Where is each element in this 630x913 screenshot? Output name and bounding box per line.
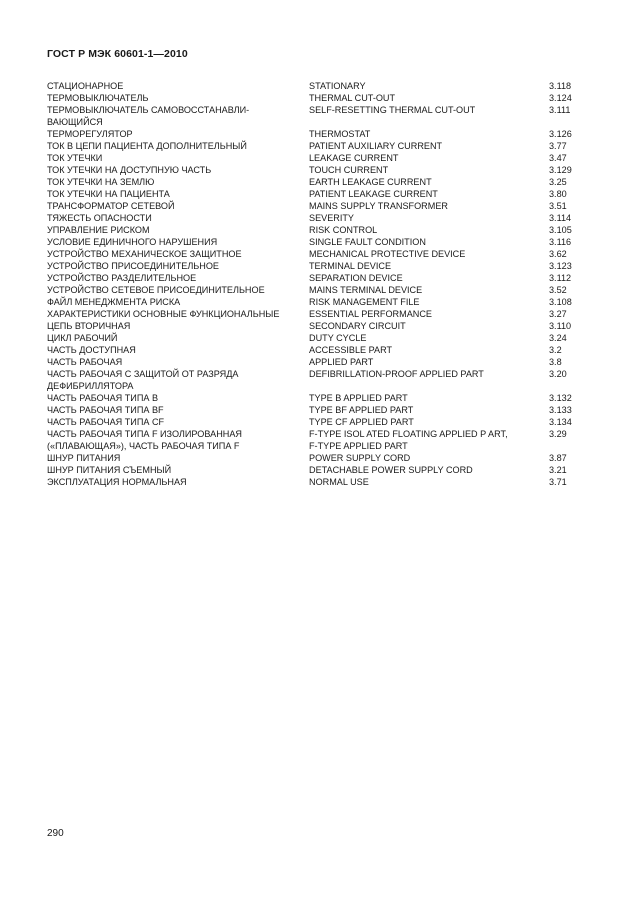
term-russian <box>47 296 309 308</box>
term-english-line: THERMAL CUT-OUT <box>309 93 396 103</box>
term-reference: 3.62 <box>549 249 567 259</box>
term-row <box>47 464 607 476</box>
term-english <box>309 464 549 476</box>
term-row <box>47 416 607 428</box>
term-english <box>309 416 549 428</box>
term-russian-line: ТЕРМОВЫКЛЮЧАТЕЛЬ САМОВОССТАНАВЛИ- <box>47 105 250 115</box>
term-reference: 3.24 <box>549 333 567 343</box>
term-english-line: SEPARATION DEVICE <box>309 273 403 283</box>
term-reference: 3.124 <box>549 93 572 103</box>
term-english-line: PATIENT AUXILIARY CURRENT <box>309 141 443 151</box>
term-reference: 3.2 <box>549 345 562 355</box>
term-russian <box>47 200 309 212</box>
term-reference: 3.8 <box>549 357 562 367</box>
term-row <box>47 428 607 452</box>
term-reference: 3.129 <box>549 165 572 175</box>
term-russian-line: ЧАСТЬ РАБОЧАЯ С ЗАЩИТОЙ ОТ РАЗРЯДА <box>47 369 239 379</box>
term-english <box>309 212 549 224</box>
term-english-line: THERMOSTAT <box>309 129 371 139</box>
term-russian-line: ВАЮЩИЙСЯ <box>47 117 103 127</box>
term-english <box>309 104 549 116</box>
term-russian-line: УСТРОЙСТВО ПРИСОЕДИНИТЕЛЬНОЕ <box>47 261 219 271</box>
term-reference: 3.77 <box>549 141 567 151</box>
term-reference: 3.47 <box>549 153 567 163</box>
term-english <box>309 332 549 344</box>
term-row <box>47 80 607 92</box>
term-russian-line: УСТРОЙСТВО МЕХАНИЧЕСКОЕ ЗАЩИТНОЕ <box>47 249 242 259</box>
term-russian-line: УСТРОЙСТВО РАЗДЕЛИТЕЛЬНОЕ <box>47 273 197 283</box>
term-russian-line: СТАЦИОНАРНОЕ <box>47 81 124 91</box>
term-row <box>47 368 607 392</box>
term-russian <box>47 152 309 164</box>
term-row <box>47 332 607 344</box>
term-russian-line: ЧАСТЬ ДОСТУПНАЯ <box>47 345 136 355</box>
term-russian <box>47 368 309 392</box>
term-english-line: MECHANICAL PROTECTIVE DEVICE <box>309 249 466 259</box>
term-reference: 3.20 <box>549 369 567 379</box>
term-reference: 3.112 <box>549 273 572 283</box>
term-russian-line: ЧАСТЬ РАБОЧАЯ ТИПА CF <box>47 417 165 427</box>
term-row <box>47 224 607 236</box>
term-reference: 3.114 <box>549 213 572 223</box>
term-reference: 3.25 <box>549 177 567 187</box>
term-english-line: F-TYPE ISOL ATED FLOATING APPLIED P ART, <box>309 429 508 439</box>
term-russian-line: ЧАСТЬ РАБОЧАЯ <box>47 357 123 367</box>
term-russian <box>47 344 309 356</box>
term-russian-line: ТОК В ЦЕПИ ПАЦИЕНТА ДОПОЛНИТЕЛЬНЫЙ <box>47 141 247 151</box>
term-reference: 3.133 <box>549 405 572 415</box>
term-english-line: ESSENTIAL PERFORMANCE <box>309 309 432 319</box>
term-russian <box>47 452 309 464</box>
term-russian-line: ТЕРМОРЕГУЛЯТОР <box>47 129 133 139</box>
term-russian <box>47 332 309 344</box>
term-english-line: TERMINAL DEVICE <box>309 261 392 271</box>
term-english <box>309 236 549 248</box>
term-english-line: RISK MANAGEMENT FILE <box>309 297 420 307</box>
term-russian-line: ЭКСПЛУАТАЦИЯ НОРМАЛЬНАЯ <box>47 477 187 487</box>
term-russian-line: ТОК УТЕЧКИ НА ЗЕМЛЮ <box>47 177 155 187</box>
term-row <box>47 344 607 356</box>
term-english-line: ACCESSIBLE PART <box>309 345 393 355</box>
term-russian-line: ЧАСТЬ РАБОЧАЯ ТИПА B <box>47 393 159 403</box>
term-row <box>47 320 607 332</box>
term-russian <box>47 92 309 104</box>
term-russian-line: ЦИКЛ РАБОЧИЙ <box>47 333 118 343</box>
term-russian-line: ЦЕПЬ ВТОРИЧНАЯ <box>47 321 131 331</box>
term-row <box>47 128 607 140</box>
term-english <box>309 176 549 188</box>
term-reference: 3.111 <box>549 105 571 115</box>
term-russian-line: ШНУР ПИТАНИЯ СЪЕМНЫЙ <box>47 465 172 475</box>
term-russian <box>47 320 309 332</box>
term-russian-line: ТРАНСФОРМАТОР СЕТЕВОЙ <box>47 201 175 211</box>
term-row <box>47 284 607 296</box>
term-row <box>47 164 607 176</box>
term-row <box>47 248 607 260</box>
term-reference: 3.27 <box>549 309 567 319</box>
term-russian-line: ТОК УТЕЧКИ НА ДОСТУПНУЮ ЧАСТЬ <box>47 165 212 175</box>
term-reference: 3.118 <box>549 81 572 91</box>
term-russian-line: ФАЙЛ МЕНЕДЖМЕНТА РИСКА <box>47 297 181 307</box>
term-english-line: TYPE BF APPLIED PART <box>309 405 414 415</box>
term-english <box>309 476 549 488</box>
term-russian-line: ЧАСТЬ РАБОЧАЯ ТИПА F ИЗОЛИРОВАННАЯ <box>47 429 242 439</box>
term-russian <box>47 164 309 176</box>
term-english-line: SECONDARY CIRCUIT <box>309 321 406 331</box>
term-english-line: SINGLE FAULT CONDITION <box>309 237 426 247</box>
term-english-line: LEAKAGE CURRENT <box>309 153 399 163</box>
term-russian-line: ТЕРМОВЫКЛЮЧАТЕЛЬ <box>47 93 149 103</box>
term-english-line: NORMAL USE <box>309 477 369 487</box>
term-english <box>309 272 549 284</box>
term-english-line: SELF-RESETTING THERMAL CUT-OUT <box>309 105 476 115</box>
term-russian <box>47 428 309 452</box>
term-english <box>309 248 549 260</box>
term-english <box>309 308 549 320</box>
term-russian <box>47 356 309 368</box>
term-russian <box>47 392 309 404</box>
term-english-line: DUTY CYCLE <box>309 333 367 343</box>
document-header: ГОСТ Р МЭК 60601-1—2010 <box>47 48 188 60</box>
term-row <box>47 104 607 128</box>
term-russian-line: ШНУР ПИТАНИЯ <box>47 453 121 463</box>
term-row <box>47 260 607 272</box>
term-english <box>309 188 549 200</box>
term-english <box>309 296 549 308</box>
term-russian <box>47 464 309 476</box>
term-english-line: APPLIED PART <box>309 357 374 367</box>
term-russian <box>47 128 309 140</box>
term-russian-line: УСТРОЙСТВО СЕТЕВОЕ ПРИСОЕДИНИТЕЛЬНОЕ <box>47 285 265 295</box>
term-russian <box>47 188 309 200</box>
term-english-line: MAINS TERMINAL DEVICE <box>309 285 423 295</box>
term-reference: 3.87 <box>549 453 567 463</box>
term-russian-line: ТОК УТЕЧКИ НА ПАЦИЕНТА <box>47 189 170 199</box>
term-english <box>309 200 549 212</box>
term-reference: 3.132 <box>549 393 572 403</box>
term-english-line: POWER SUPPLY CORD <box>309 453 411 463</box>
term-russian-line: УСЛОВИЕ ЕДИНИЧНОГО НАРУШЕНИЯ <box>47 237 218 247</box>
term-english <box>309 320 549 332</box>
term-row <box>47 308 607 320</box>
term-english <box>309 392 549 404</box>
term-english-line: TOUCH CURRENT <box>309 165 389 175</box>
term-reference: 3.52 <box>549 285 567 295</box>
term-english <box>309 140 549 152</box>
term-row <box>47 188 607 200</box>
term-english-line: F-TYPE APPLIED PART <box>309 441 408 451</box>
term-russian <box>47 308 309 320</box>
term-russian <box>47 260 309 272</box>
term-reference: 3.105 <box>549 225 572 235</box>
term-russian <box>47 80 309 92</box>
term-row <box>47 272 607 284</box>
term-row <box>47 452 607 464</box>
term-russian-line: УПРАВЛЕНИЕ РИСКОМ <box>47 225 150 235</box>
term-english <box>309 284 549 296</box>
term-english <box>309 356 549 368</box>
term-russian <box>47 176 309 188</box>
term-reference: 3.21 <box>549 465 567 475</box>
term-russian-line: ЧАСТЬ РАБОЧАЯ ТИПА BF <box>47 405 164 415</box>
term-english-line: RISK CONTROL <box>309 225 378 235</box>
term-row <box>47 212 607 224</box>
page-number: 290 <box>47 828 64 839</box>
term-english <box>309 164 549 176</box>
term-row <box>47 176 607 188</box>
term-russian-line: ДЕФИБРИЛЛЯТОРА <box>47 381 134 391</box>
term-english-line: TYPE CF APPLIED PART <box>309 417 414 427</box>
term-english <box>309 80 549 92</box>
term-russian-line: ХАРАКТЕРИСТИКИ ОСНОВНЫЕ ФУНКЦИОНАЛЬНЫЕ <box>47 309 280 319</box>
term-russian <box>47 248 309 260</box>
term-english <box>309 404 549 416</box>
term-english <box>309 452 549 464</box>
term-russian <box>47 224 309 236</box>
term-reference: 3.29 <box>549 429 567 439</box>
term-row <box>47 404 607 416</box>
term-reference: 3.134 <box>549 417 572 427</box>
term-reference: 3.116 <box>549 237 572 247</box>
term-row <box>47 476 607 488</box>
term-english-line: TYPE B APPLIED PART <box>309 393 408 403</box>
term-english-line: PATIENT LEAKAGE CURRENT <box>309 189 438 199</box>
term-row <box>47 356 607 368</box>
term-row <box>47 392 607 404</box>
term-russian-line: («ПЛАВАЮЩАЯ»), ЧАСТЬ РАБОЧАЯ ТИПА F <box>47 441 240 451</box>
term-row <box>47 92 607 104</box>
term-reference: 3.123 <box>549 261 572 271</box>
term-english <box>309 152 549 164</box>
term-russian <box>47 212 309 224</box>
term-russian <box>47 104 309 128</box>
term-row <box>47 236 607 248</box>
term-index-table <box>47 80 607 488</box>
term-reference: 3.110 <box>549 321 572 331</box>
term-english <box>309 368 549 380</box>
term-english <box>309 92 549 104</box>
term-english <box>309 260 549 272</box>
term-row <box>47 200 607 212</box>
term-english-line: DETACHABLE POWER SUPPLY CORD <box>309 465 473 475</box>
term-russian-line: ТЯЖЕСТЬ ОПАСНОСТИ <box>47 213 152 223</box>
term-english-line: SEVERITY <box>309 213 354 223</box>
term-row <box>47 140 607 152</box>
term-russian <box>47 284 309 296</box>
term-russian <box>47 272 309 284</box>
term-russian <box>47 476 309 488</box>
term-reference: 3.80 <box>549 189 567 199</box>
term-russian <box>47 404 309 416</box>
term-english <box>309 224 549 236</box>
term-reference: 3.51 <box>549 201 567 211</box>
term-english-line: DEFIBRILLATION-PROOF APPLIED PART <box>309 369 484 379</box>
term-russian <box>47 140 309 152</box>
term-russian <box>47 416 309 428</box>
term-english-line: MAINS SUPPLY TRANSFORMER <box>309 201 448 211</box>
term-reference: 3.108 <box>549 297 572 307</box>
term-english <box>309 428 549 452</box>
term-english <box>309 344 549 356</box>
term-russian-line: ТОК УТЕЧКИ <box>47 153 103 163</box>
term-row <box>47 296 607 308</box>
term-english-line: STATIONARY <box>309 81 366 91</box>
term-russian <box>47 236 309 248</box>
term-english <box>309 128 549 140</box>
term-reference: 3.126 <box>549 129 572 139</box>
term-reference: 3.71 <box>549 477 567 487</box>
term-english-line: EARTH LEAKAGE CURRENT <box>309 177 432 187</box>
term-row <box>47 152 607 164</box>
